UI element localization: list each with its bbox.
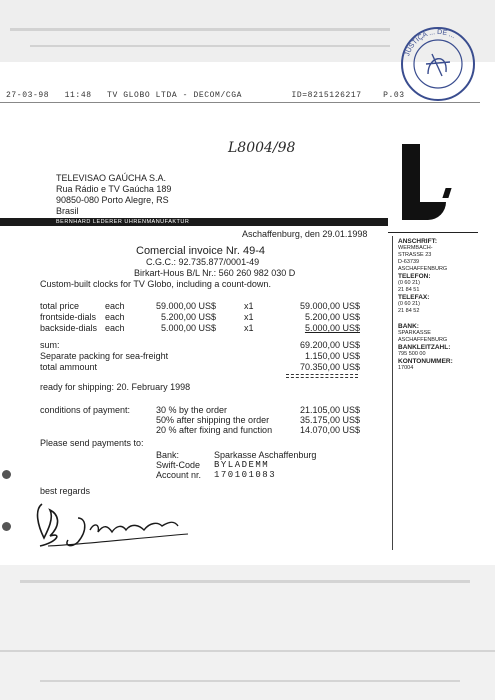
fax-id: ID=8215126217 bbox=[291, 91, 362, 100]
payment-intro: Please send payments to: bbox=[40, 438, 144, 448]
payment-term: 30 % by the order bbox=[156, 405, 228, 415]
item-price: 5.200,00 US$ bbox=[160, 312, 216, 322]
payment-amount: 14.070,00 US$ bbox=[299, 425, 360, 435]
punch-hole bbox=[2, 470, 11, 479]
bank-value: Sparkasse Aschaffenburg bbox=[214, 450, 317, 460]
item-unit: each bbox=[105, 301, 125, 311]
item-amount: 59.000,00 US$ bbox=[299, 301, 360, 311]
stamp-top-text: JUSTIÇA ... DE ... bbox=[404, 28, 457, 58]
konto-label: KONTONUMMER: bbox=[398, 358, 453, 365]
logo-separator bbox=[388, 232, 478, 233]
invoice-cgc: C.G.C.: 92.735.877/0001-49 bbox=[146, 257, 260, 267]
place-date: Aschaffenburg, den 29.01.1998 bbox=[242, 229, 368, 239]
blz-value: 795 500 00 bbox=[398, 351, 426, 357]
scan-noise-band-1 bbox=[10, 28, 390, 31]
recipient-line-1: TELEVISAO GAÚCHA S.A. bbox=[56, 173, 167, 183]
scan-noise-band-2 bbox=[30, 45, 390, 47]
total-label: total ammount bbox=[40, 362, 98, 372]
sum-label: sum: bbox=[40, 340, 60, 350]
telefon-line: (0 60 21) bbox=[398, 280, 421, 286]
payment-amount: 35.175,00 US$ bbox=[299, 415, 360, 425]
anschrift-label: ANSCHRIFT: bbox=[398, 238, 437, 245]
recipient-line-4: Brasil bbox=[56, 206, 79, 216]
payment-term: 50% after shipping the order bbox=[156, 415, 270, 425]
fax-date: 27-03-98 bbox=[6, 91, 50, 100]
invoice-description: Custom-built clocks for TV Globo, including a count-down. bbox=[40, 279, 271, 289]
item-name: total price bbox=[40, 301, 80, 311]
payment-label: conditions of payment: bbox=[40, 405, 131, 415]
payment-amount: 21.105,00 US$ bbox=[299, 405, 360, 415]
closing: best regards bbox=[40, 486, 91, 496]
telefon-line: 21 84 51 bbox=[398, 287, 420, 293]
handwritten-reference: L8004/98 bbox=[228, 140, 296, 156]
bank-sidebar-line: ASCHAFFENBURG bbox=[398, 337, 448, 343]
item-qty: x1 bbox=[244, 312, 254, 322]
invoice-title: Comercial invoice Nr. 49-4 bbox=[136, 245, 265, 257]
scan-noise-band-4 bbox=[0, 650, 495, 652]
payment-term: 20 % after fixing and function bbox=[156, 425, 273, 435]
anschrift-line: ASCHAFFENBURG bbox=[398, 266, 448, 272]
bank-sidebar-line: SPARKASSE bbox=[398, 330, 431, 336]
swift-value: BYLADEMM bbox=[214, 460, 270, 470]
packing-label: Separate packing for sea-freight bbox=[40, 351, 169, 361]
letterhead-company: BERNHARD LEDERER UHRENMANUFAKTUR bbox=[56, 218, 190, 225]
packing-value: 1.150,00 US$ bbox=[304, 351, 360, 361]
telefon-label: TELEFON: bbox=[398, 273, 431, 280]
recipient-line-2: Rua Rádio e TV Gaúcha 189 bbox=[56, 184, 172, 194]
account-value: 170101083 bbox=[214, 470, 277, 480]
item-unit: each bbox=[105, 323, 125, 333]
scan-noise-band-3 bbox=[20, 580, 470, 583]
total-underline bbox=[286, 374, 358, 378]
signature bbox=[28, 496, 198, 552]
telefax-label: TELEFAX: bbox=[398, 294, 430, 301]
fax-time: 11:48 bbox=[64, 91, 92, 100]
recipient-line-3: 90850-080 Porto Alegre, RS bbox=[56, 195, 169, 205]
telefax-line: (0 60 21) bbox=[398, 301, 421, 307]
swift-label: Swift-Code bbox=[156, 460, 201, 470]
sum-value: 69.200,00 US$ bbox=[299, 340, 360, 350]
telefax-line: 21 84 52 bbox=[398, 308, 420, 314]
company-logo bbox=[396, 144, 456, 226]
item-price: 59.000,00 US$ bbox=[155, 301, 216, 311]
anschrift-line: WERMBACH- bbox=[398, 245, 433, 251]
punch-hole bbox=[2, 522, 11, 531]
logo-foot bbox=[402, 202, 446, 220]
invoice-birkart: Birkart-Hous B/L Nr.: 560 260 982 030 D bbox=[134, 268, 296, 278]
official-stamp bbox=[398, 24, 478, 104]
anschrift-line: D-63739 bbox=[398, 259, 420, 265]
bank-label: Bank: bbox=[156, 450, 180, 460]
sidebar-contact bbox=[398, 238, 478, 372]
logo-tick bbox=[442, 188, 451, 198]
blz-label: BANKLEITZAHL: bbox=[398, 344, 451, 351]
item-amount: 5.000,00 US$ bbox=[304, 323, 360, 333]
fax-page: P.03 bbox=[383, 91, 405, 100]
item-qty: x1 bbox=[244, 323, 254, 333]
scan-noise-band-5 bbox=[40, 680, 460, 682]
shipping-date: ready for shipping: 20. February 1998 bbox=[40, 382, 191, 392]
item-amount: 5.200,00 US$ bbox=[304, 312, 360, 322]
bank-sidebar-label: BANK: bbox=[398, 323, 419, 330]
item-qty: x1 bbox=[244, 301, 254, 311]
item-unit: each bbox=[105, 312, 125, 322]
konto-value: 17004 bbox=[398, 365, 414, 371]
fax-sender: TV GLOBO LTDA - DECOM/CGA bbox=[107, 91, 243, 100]
sidebar-rule bbox=[392, 236, 393, 550]
item-name: frontside-dials bbox=[40, 312, 97, 322]
account-label: Account nr. bbox=[156, 470, 202, 480]
item-name: backside-dials bbox=[40, 323, 98, 333]
item-price: 5.000,00 US$ bbox=[160, 323, 216, 333]
total-value: 70.350,00 US$ bbox=[299, 362, 360, 372]
anschrift-line: STRASSE 23 bbox=[398, 252, 432, 258]
